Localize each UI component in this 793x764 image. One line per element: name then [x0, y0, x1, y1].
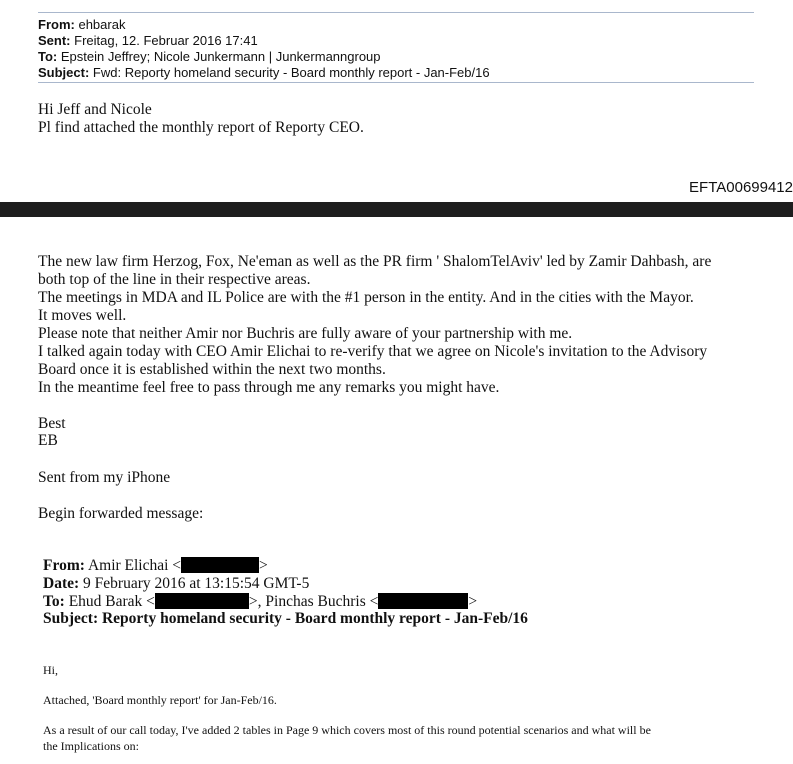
- value: Amir Elichai <: [87, 557, 182, 574]
- label: Subject:: [38, 65, 90, 80]
- label: Sent:: [38, 33, 71, 48]
- value: Ehud Barak <: [68, 593, 155, 610]
- body-line: It moves well.: [38, 307, 127, 324]
- header-bottom-rule: [38, 82, 754, 83]
- signoff: Best: [38, 415, 66, 432]
- intro-line: Hi Jeff and Nicole: [38, 101, 152, 118]
- fwd-date: [43, 575, 309, 593]
- message-line: Attached, 'Board monthly report' for Jan-Feb/16.: [43, 693, 277, 707]
- value: >: [468, 593, 478, 610]
- header-top-rule: [38, 12, 754, 13]
- label: From:: [43, 557, 85, 574]
- fwd-from: [43, 557, 268, 575]
- redaction: [181, 557, 259, 573]
- label: Subject:: [43, 610, 99, 627]
- signature: EB: [38, 432, 58, 449]
- value: ehbarak: [78, 17, 126, 32]
- intro-line: Pl find attached the monthly report of Reporty CEO.: [38, 119, 364, 136]
- value: Epstein Jeffrey; Nicole Junkermann | Junkermanngroup: [60, 49, 381, 64]
- body-line: Please note that neither Amir nor Buchris are fully aware of your partnership with me.: [38, 325, 573, 342]
- header-subject: [38, 65, 490, 80]
- label: Date:: [43, 575, 80, 592]
- label: To:: [43, 593, 65, 610]
- label: From:: [38, 17, 75, 32]
- message-line: Hi,: [43, 663, 58, 677]
- value: >, Pinchas Buchris <: [248, 593, 379, 610]
- message-line: As a result of our call today, I've added 2 tables in Page 9 which covers most of this round potential scenarios and what will be: [43, 723, 651, 737]
- body-line: The meetings in MDA and IL Police are with the #1 person in the entity. And in the cities with the Mayor.: [38, 289, 694, 306]
- header-to: [38, 49, 381, 64]
- fwd-subject: [43, 610, 528, 628]
- value: Reporty homeland security - Board monthly report - Jan-Feb/16: [101, 610, 528, 627]
- header-from: [38, 17, 125, 32]
- body-line: Board once it is established within the next two months.: [38, 361, 386, 378]
- value: Fwd: Reporty homeland security - Board monthly report - Jan-Feb/16: [92, 65, 490, 80]
- redaction: [155, 593, 249, 609]
- value: Freitag, 12. Februar 2016 17:41: [74, 33, 258, 48]
- value: 9 February 2016 at 13:15:54 GMT-5: [83, 575, 310, 592]
- value: >: [259, 557, 268, 574]
- sent-from: Sent from my iPhone: [38, 469, 171, 486]
- body-line: both top of the line in their respective areas.: [38, 271, 311, 288]
- message-line: the Implications on:: [43, 739, 139, 753]
- redaction: [378, 593, 468, 609]
- begin-forwarded: Begin forwarded message:: [38, 505, 204, 522]
- fwd-to: [43, 593, 477, 611]
- label: To:: [38, 49, 58, 64]
- page-separator-bar: [0, 202, 793, 217]
- body-line: The new law firm Herzog, Fox, Ne'eman as well as the PR firm ' ShalomTelAviv' led by Zamir Dahbash, are: [38, 253, 712, 270]
- body-line: I talked again today with CEO Amir Elichai to re-verify that we agree on Nicole's invitation to the Advisory: [38, 343, 708, 360]
- body-line: In the meantime feel free to pass through me any remarks you might have.: [38, 379, 500, 396]
- header-sent: [38, 33, 258, 48]
- document-id: EFTA00699412: [689, 179, 793, 196]
